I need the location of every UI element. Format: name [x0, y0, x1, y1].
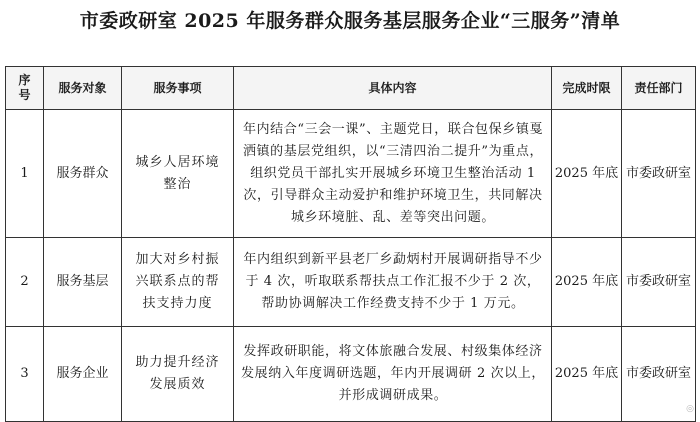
table-row — [6, 110, 696, 238]
row-target: 服务群众 — [44, 110, 122, 238]
row-item: 助力提升经济发展质效 — [122, 327, 234, 422]
row-deadline: 2025 年底 — [552, 238, 622, 327]
row-dept: 市委政研室 — [622, 327, 696, 422]
row-content: 年内组织到新平县老厂乡勐炳村开展调研指导不少于 4 次，听取联系帮扶点工作汇报不少于 2 次，帮助协调解决工作经费支持不少于 1 万元。 — [234, 238, 552, 327]
column-header-deadline: 完成时限 — [552, 67, 622, 110]
service-list-table — [5, 66, 696, 422]
table-header-row — [6, 67, 696, 110]
column-header-content: 具体内容 — [234, 67, 552, 110]
row-dept: 市委政研室 — [622, 238, 696, 327]
row-deadline: 2025 年底 — [552, 110, 622, 238]
document-title: 市委政研室 2025 年服务群众服务基层服务企业“三服务”清单 — [79, 10, 621, 32]
row-number: 1 — [6, 110, 44, 238]
row-dept: 市委政研室 — [622, 110, 696, 238]
column-header-number: 序号 — [6, 67, 44, 110]
column-header-item: 服务事项 — [122, 67, 234, 110]
row-target: 服务企业 — [44, 327, 122, 422]
row-number: 3 — [6, 327, 44, 422]
table-row — [6, 238, 696, 327]
row-item: 加大对乡村振兴联系点的帮扶支持力度 — [122, 238, 234, 327]
row-number: 2 — [6, 238, 44, 327]
watermark-logo: ◎ — [686, 404, 694, 414]
row-content: 年内结合“三会一课”、主题党日，联合包保乡镇戛洒镇的基层党组织，以“三清四治二提升”为重点，组织党员干部扎实开展城乡环境卫生整治活动 1 次，引导群众主动爱护和维护环境卫生，共同解决城乡环境脏、乱、差等突出问题。 — [234, 110, 552, 238]
row-target: 服务基层 — [44, 238, 122, 327]
table-row — [6, 327, 696, 422]
column-header-target: 服务对象 — [44, 67, 122, 110]
row-item: 城乡人居环境整治 — [122, 110, 234, 238]
row-content: 发挥政研职能，将文体旅融合发展、村级集体经济发展纳入年度调研选题，年内开展调研 2 次以上，并形成调研成果。 — [234, 327, 552, 422]
column-header-dept: 责任部门 — [622, 67, 696, 110]
row-deadline: 2025 年底 — [552, 327, 622, 422]
